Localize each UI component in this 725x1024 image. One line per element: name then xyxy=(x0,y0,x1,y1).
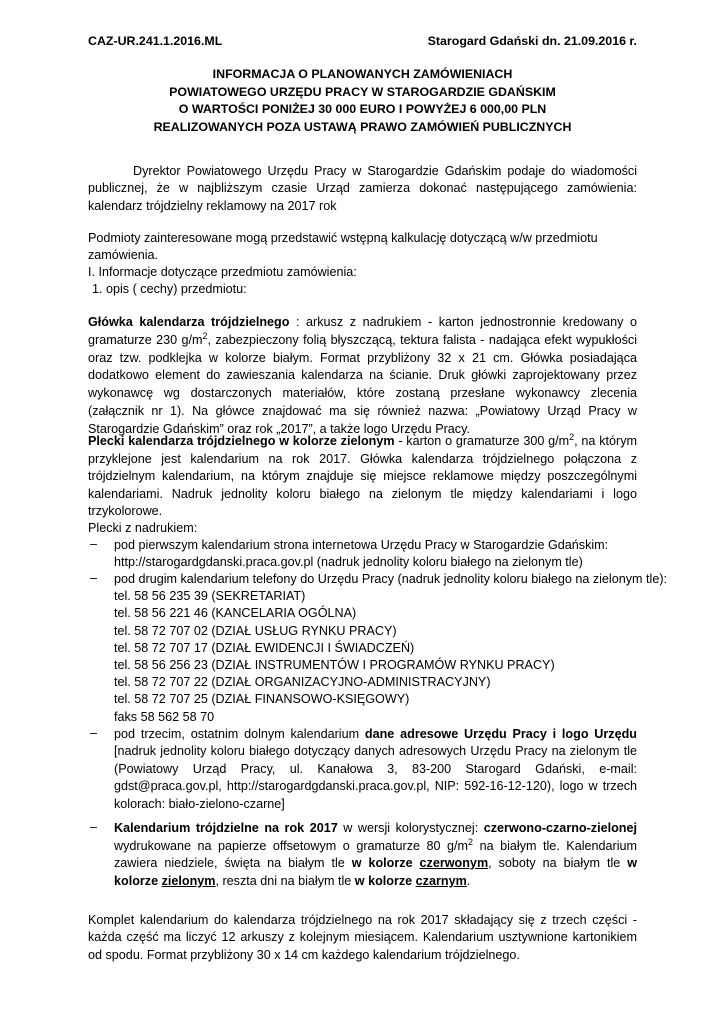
phone-line: tel. 58 56 235 39 (SEKRETARIAT) xyxy=(114,589,306,604)
title-line: REALIZOWANYCH POZA USTAWĄ PRAWO ZAMÓWIEŃ PUBLICZNYCH xyxy=(153,119,572,134)
glowka-label: Główka kalendarza trójdzielnego xyxy=(88,315,290,329)
title-line: POWIATOWEGO URZĘDU PRACY W STAROGARDZIE GDAŃSKIM xyxy=(169,84,556,99)
phone-line: tel. 58 72 707 25 (DZIAŁ FINANSOWO-KSIĘGOWY) xyxy=(114,692,410,707)
phone-line: tel. 58 72 707 22 (DZIAŁ ORGANIZACYJNO-ADMINISTRACYJNY) xyxy=(114,675,491,690)
bullet-1 xyxy=(114,537,663,571)
document-title xyxy=(80,66,645,136)
black-color-word: czarnym xyxy=(415,873,467,888)
plecki-print-heading: Plecki z nadrukiem: xyxy=(88,521,198,535)
bullet-text: http://starogardgdanski.praca.gov.pl (nadruk jednolity koloru białego na zielonym tle) xyxy=(114,555,583,570)
komplet-paragraph: Komplet kalendarium do kalendarza trójdzielnego na rok 2017 składający się z trzech części - każda część ma liczyć 12 arkuszy z kolejnym miesiącem. Kalendarium usztywnione kartonikiem od spodu. Format przybliżony 30 x 14 cm każdego kalendarium trójdzielnego. xyxy=(88,913,637,962)
plecki-paragraph xyxy=(88,433,637,521)
title-line: O WARTOŚCI PONIŻEJ 30 000 EURO I POWYŻEJ 6 000,00 PLN xyxy=(178,102,547,117)
red-color-word: czerwonym xyxy=(419,856,489,871)
superscript: 2 xyxy=(468,836,474,847)
kalendarium-bold: w kolorze xyxy=(351,856,413,871)
bullet-bold-text: dane adresowe Urzędu Pracy i logo Urzędu xyxy=(364,727,637,741)
reference-number: CAZ-UR.241.1.2016.ML xyxy=(88,34,223,48)
phone-line: tel. 58 56 221 46 (KANCELARIA OGÓLNA) xyxy=(114,606,357,621)
phone-line: tel. 58 56 256 23 (DZIAŁ INSTRUMENTÓW I PROGRAMÓW RYNKU PRACY) xyxy=(114,658,555,673)
kalendarium-text: , reszta dni na białym tle xyxy=(215,873,355,888)
superscript: 2 xyxy=(569,431,575,442)
bullet-dash: – xyxy=(90,820,98,834)
kalendarium-paragraph xyxy=(114,820,637,890)
list-item-1: 1. opis ( cechy) przedmiotu: xyxy=(92,282,247,296)
kalendarium-text: wydrukowane na papierze offsetowym o gramaturze 80 g/m xyxy=(114,838,469,853)
phone-line: tel. 58 72 707 17 (DZIAŁ EWIDENCJI I ŚWIADCZEŃ) xyxy=(114,640,415,655)
bullet-text: pod pierwszym kalendarium strona internetowa Urzędu Pracy w Starogardzie Gdańskim: xyxy=(114,538,609,552)
kalendarium-label: Kalendarium trójdzielne na rok 2017 xyxy=(114,821,338,835)
glowka-text: : arkusz z nadrukiem - karton jednostronnie kredowany o gramaturze 230 g/m xyxy=(88,315,637,347)
kalendarium-text: . xyxy=(466,873,471,888)
bullet-dash: – xyxy=(90,537,98,551)
title-line: INFORMACJA O PLANOWANYCH ZAMÓWIENIACH xyxy=(212,67,513,81)
plecki-text: , na którym przyklejone jest kalendarium na rok 2017. Główka kalendarza trójdzielnego połączona z trójdzielnym kalendarium, na którym znajduje się miejsce reklamowe między poszczególnymi kalendariami. Nadruk jednolity koloru białego na zielonym tle między kalendariami i logo trzykolorowe. xyxy=(88,434,637,519)
color-scheme: czerwono-czarno-zielonej xyxy=(483,821,637,835)
phone-line: faks 58 562 58 70 xyxy=(114,709,215,724)
bullet-dash: – xyxy=(90,571,98,585)
bullet-text: pod drugim kalendarium telefony do Urzędu Pracy (nadruk jednolity koloru białego na zielonym tle): xyxy=(114,572,668,586)
section-heading: I. Informacje dotyczące przedmiotu zamówienia: xyxy=(88,265,357,279)
glowka-text: , zabezpieczony folią błyszczącą, tektura falista - nadająca efekt wypukłości oraz tzw. podklejka w kolorze białym. Format przybliżony 32 x 21 cm. Główka posiadająca dodatkowo element do zawieszania kalendarza na ścianie. Druk główki zaprojektowany przez wykonawcę wg dostarczonych materiałów, które zostaną przesłane wykonawcy zlecenia (załącznik nr 1). Na główce znajdować ma się również nazwa: „Powiatowy Urząd Pracy w Starogardzie Gdańskim” oraz rok „2017”, a także logo Urzędu Pracy. xyxy=(88,332,637,436)
glowka-paragraph xyxy=(88,314,637,439)
place-date: Starogard Gdański dn. 21.09.2016 r. xyxy=(427,34,637,48)
bullet-2 xyxy=(114,571,668,726)
bullet-text: [nadruk jednolity koloru białego dotyczący danych adresowych Urzędu Pracy na zielonym tle (Powiatowy Urząd Pracy, ul. Kanałowa 3, 83-200 Starogard Gdański, e-mail: gdst@praca.gov.pl, http://starogardgdanski.praca.gov.pl, NIP: 592-16-12-120), logo w trzech kolorach: biało-zielono-czarne] xyxy=(114,744,637,811)
intro-paragraph: Dyrektor Powiatowego Urzędu Pracy w Starogardzie Gdańskim podaje do wiadomości publicznej, że w najbliższym czasie Urząd zamierza dokonać następującego zamówienia: kalendarz trójdzielny reklamowy na 2017 rok xyxy=(88,164,637,213)
phone-line: tel. 58 72 707 02 (DZIAŁ USŁUG RYNKU PRACY) xyxy=(114,623,397,638)
kalendarium-bold: w kolorze xyxy=(114,856,638,888)
plecki-text: - karton o gramaturze 300 g/m xyxy=(394,434,570,448)
bullet-dash: – xyxy=(90,726,98,740)
plecki-label: Plecki kalendarza trójdzielnego w kolorze zielonym xyxy=(88,434,395,448)
kalendarium-text: na białym tle. Kalendarium zawiera niedziele, święta na białym tle xyxy=(114,838,637,871)
bullet-3 xyxy=(114,726,637,813)
kalendarium-bold: w kolorze xyxy=(354,873,413,888)
kalendarium-text: , soboty na białym tle xyxy=(488,856,628,871)
calculation-paragraph: Podmioty zainteresowane mogą przedstawić wstępną kalkulację dotyczącą w/w przedmiotu zamówienia. xyxy=(88,231,598,263)
green-color-word: zielonym xyxy=(161,873,216,888)
superscript: 2 xyxy=(202,330,208,341)
bullet-text: pod trzecim, ostatnim dolnym kalendarium xyxy=(114,727,365,741)
kalendarium-text: w wersji kolorystycznej: xyxy=(337,821,484,835)
